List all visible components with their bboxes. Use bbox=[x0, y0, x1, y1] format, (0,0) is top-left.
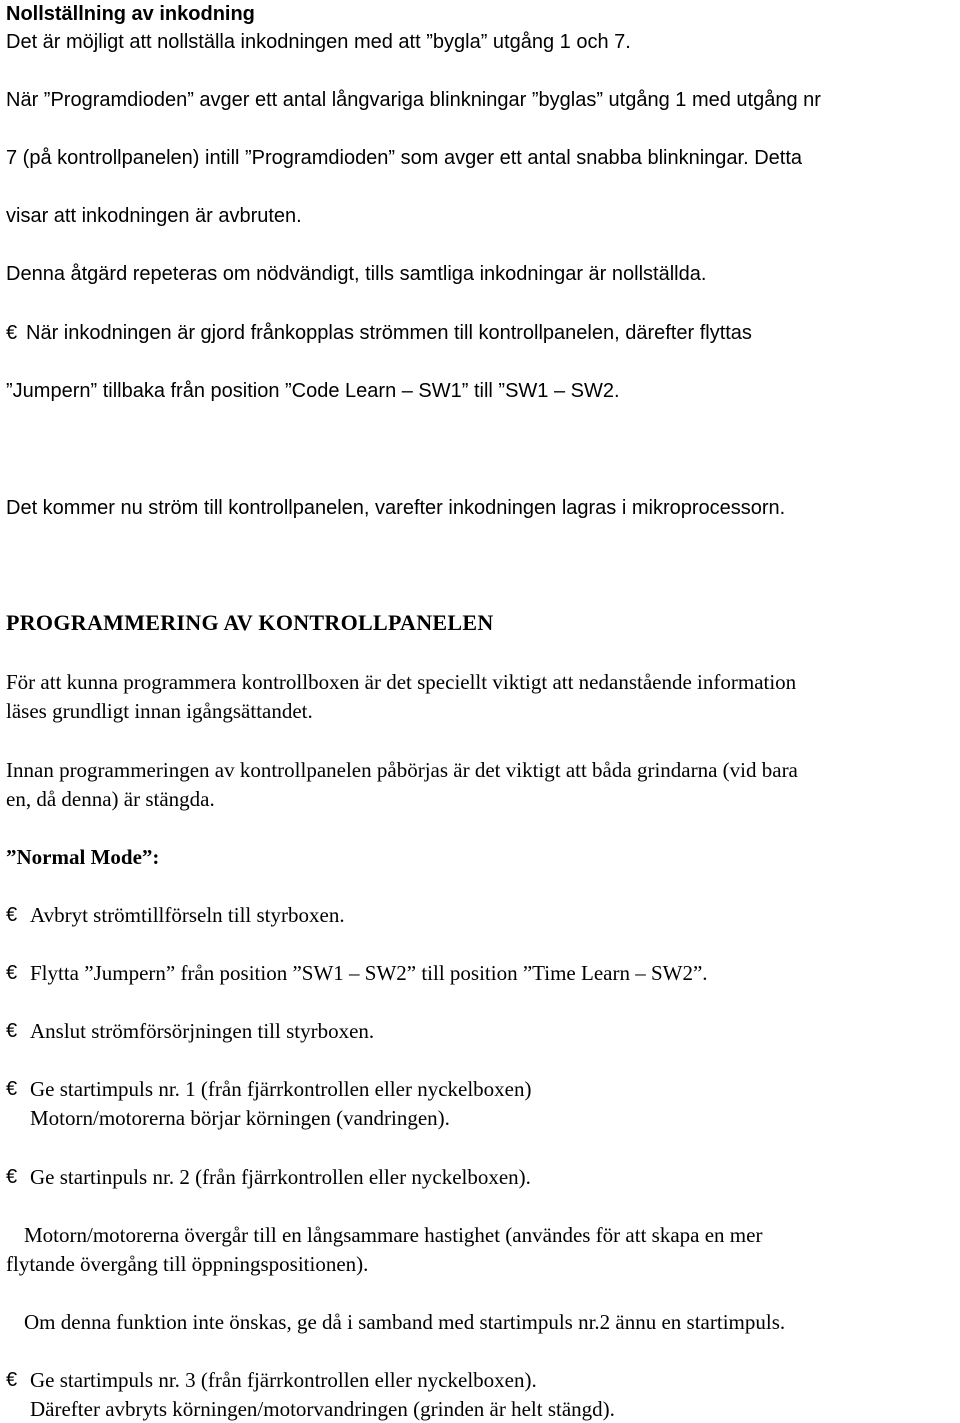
step-item-detail: Därefter avbryts körningen/motorvandringen (grinden är helt stängd). bbox=[30, 1397, 615, 1421]
step-item: Avbryt strömtillförseln till styrboxen. bbox=[30, 903, 345, 927]
bullet-icon: € bbox=[6, 1166, 18, 1188]
reset-intro: Det är möjligt att nollställa inkodningen med att ”bygla” utgång 1 och 7. bbox=[6, 31, 631, 53]
bullet-icon: € bbox=[6, 1369, 18, 1391]
speed-note-line: Motorn/motorerna övergår till en långsammare hastighet (användes för att skapa en mer bbox=[24, 1223, 763, 1247]
step-item-detail: Motorn/motorerna börjar körningen (vandringen). bbox=[30, 1106, 450, 1130]
step-item: Anslut strömförsörjningen till styrboxen. bbox=[30, 1019, 375, 1043]
reset-heading: Nollställning av inkodning bbox=[6, 3, 255, 25]
bullet-icon: € bbox=[6, 904, 18, 926]
step-item: Ge startimpuls nr. 1 (från fjärrkontrollen eller nyckelboxen) bbox=[30, 1077, 532, 1101]
step-item: Ge startinpuls nr. 2 (från fjärrkontrollen eller nyckelboxen). bbox=[30, 1165, 531, 1189]
programming-paragraph-line: För att kunna programmera kontrollboxen är det speciellt viktigt att nedanstående information bbox=[6, 670, 797, 694]
programming-paragraph-line: läses grundligt innan igångsättandet. bbox=[6, 699, 313, 723]
programming-paragraph-line: en, då denna) är stängda. bbox=[6, 787, 215, 811]
reset-bullet-line: När inkodningen är gjord frånkopplas strömmen till kontrollpanelen, därefter flyttas bbox=[26, 322, 752, 344]
bullet-icon: € bbox=[6, 962, 18, 984]
speed-note-line: flytande övergång till öppningspositionen). bbox=[6, 1252, 369, 1276]
optional-note: Om denna funktion inte önskas, ge då i samband med startimpuls nr.2 ännu en startimpuls. bbox=[24, 1310, 786, 1334]
normal-mode-heading: ”Normal Mode”: bbox=[6, 845, 160, 869]
reset-paragraph-line: 7 (på kontrollpanelen) intill ”Programdioden” som avger ett antal snabba blinkningar. Detta bbox=[6, 147, 803, 169]
bullet-icon: € bbox=[6, 322, 18, 344]
bullet-icon: € bbox=[6, 1020, 18, 1042]
reset-paragraph-line: När ”Programdioden” avger ett antal långvariga blinkningar ”byglas” utgång 1 med utgång nr bbox=[6, 89, 821, 111]
step-item: Ge startimpuls nr. 3 (från fjärrkontrollen eller nyckelboxen). bbox=[30, 1368, 537, 1392]
programming-paragraph-line: Innan programmeringen av kontrollpanelen påbörjas är det viktigt att båda grindarna (vid bara bbox=[6, 758, 798, 782]
reset-paragraph-line: visar att inkodningen är avbruten. bbox=[6, 205, 302, 227]
step-item: Flytta ”Jumpern” från position ”SW1 – SW2” till position ”Time Learn – SW2”. bbox=[30, 961, 708, 985]
programming-heading: PROGRAMMERING AV KONTROLLPANELEN bbox=[6, 610, 494, 635]
reset-repeat-note: Denna åtgärd repeteras om nödvändigt, tills samtliga inkodningar är nollställda. bbox=[6, 263, 707, 285]
bullet-icon: € bbox=[6, 1078, 18, 1100]
reset-bullet-line: ”Jumpern” tillbaka från position ”Code Learn – SW1” till ”SW1 – SW2. bbox=[6, 380, 620, 402]
reset-final-note: Det kommer nu ström till kontrollpanelen, varefter inkodningen lagras i mikroprocessorn. bbox=[6, 497, 786, 519]
